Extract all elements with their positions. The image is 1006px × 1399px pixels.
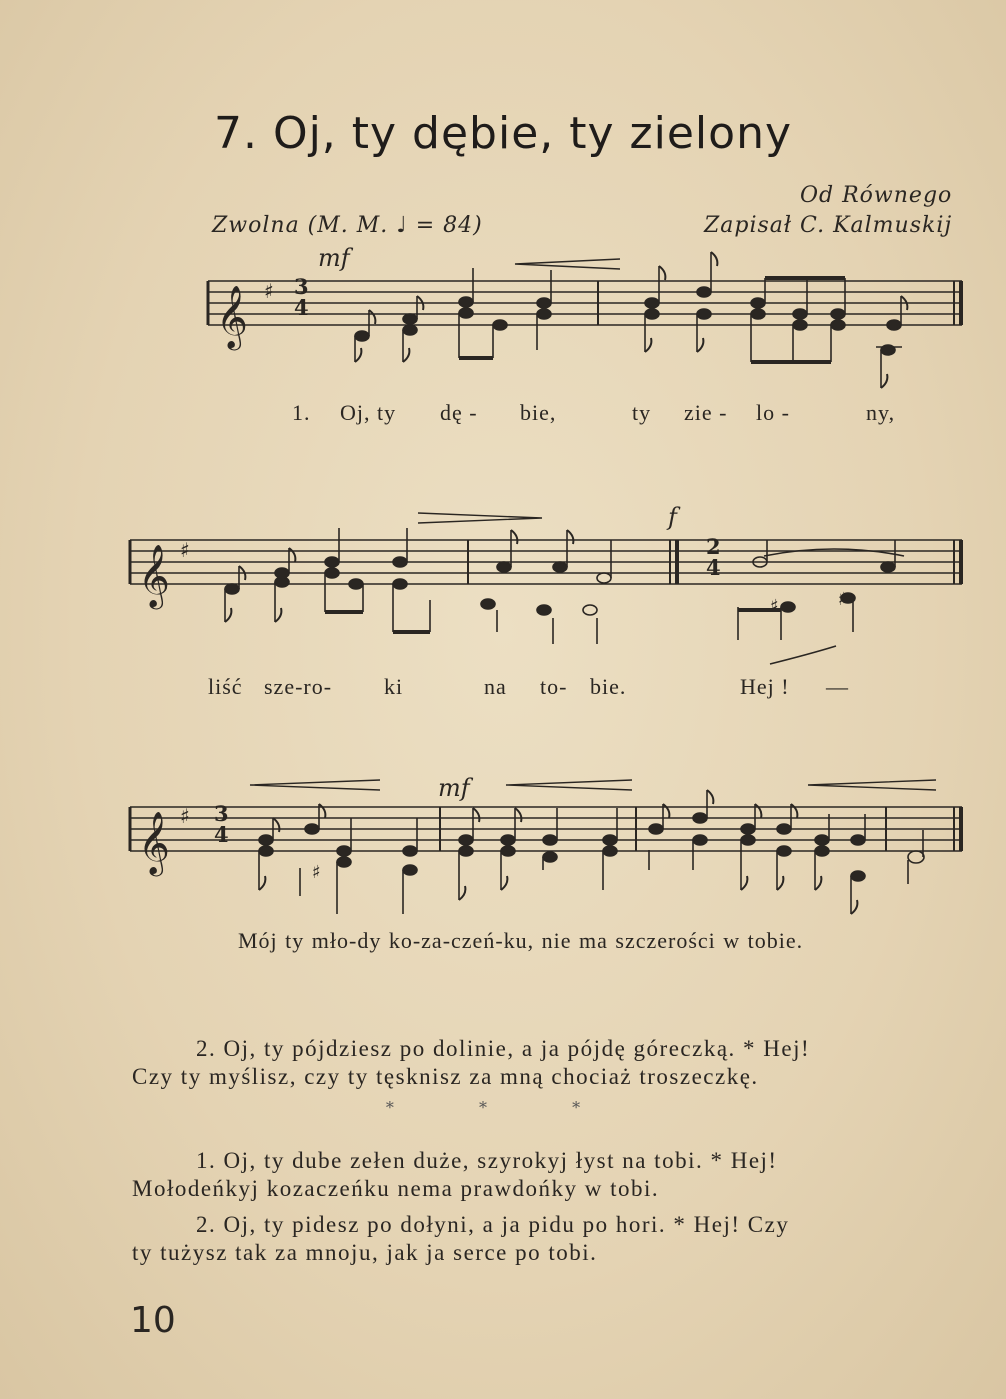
lyric: to- — [540, 674, 568, 699]
lyric: ny, — [866, 400, 896, 425]
lyric: lo - — [756, 400, 790, 425]
dynamic-f: f — [668, 503, 677, 531]
lyric: — — [826, 674, 849, 699]
lyric: sze-ro- — [264, 674, 333, 699]
lyric: bie. — [590, 674, 627, 699]
dynamic-mf-1: mf — [318, 244, 350, 272]
treble-clef-icon: 𝄞 — [138, 811, 170, 874]
dynamic-mf-2: mf — [438, 774, 470, 802]
ukrainian-verse-1-line-1: 1. Oj, ty dube zełen duże, szyrokyj łyst na tobi. * Hej! — [196, 1148, 778, 1173]
lyric: Oj, ty — [340, 400, 397, 425]
verse-2-line-1: 2. Oj, ty pójdziesz po dolinie, a ja pójdę góreczką. * Hej! — [196, 1036, 811, 1061]
lyric: ty — [632, 400, 652, 425]
page-number: 10 — [130, 1300, 176, 1341]
lyric: 1. — [292, 400, 311, 425]
ukrainian-verse-1-line-2: Mołodeńkyj kozaczeńku nema prawdońky w tobi. — [132, 1176, 660, 1201]
recorder-note: Zapisał C. Kalmuskij — [704, 213, 953, 238]
time-signature-bottom: 4 — [214, 822, 229, 847]
lyric: ki — [384, 674, 404, 699]
time-signature-top: 3 — [294, 274, 309, 299]
sharp-icon: ♯ — [770, 596, 779, 617]
lyric: zie - — [684, 400, 728, 425]
song-title: 7. Oj, ty dębie, ty zielony — [213, 108, 792, 159]
quarter-note-icon: ♩ — [396, 213, 408, 238]
sharp-icon: ♯ — [180, 804, 190, 828]
time-signature-bottom: 4 — [706, 555, 721, 580]
section-separator: * * * — [385, 1098, 621, 1117]
tempo-text: Zwolna (M. M. — [212, 213, 389, 238]
time-signature-top: 3 — [214, 801, 229, 826]
sharp-icon: ♯ — [312, 862, 321, 883]
lyric: liść — [208, 674, 243, 699]
sharp-icon: ♯ — [838, 589, 847, 610]
lyric: na — [484, 674, 507, 699]
treble-clef-icon: 𝄞 — [138, 544, 170, 607]
lyric: Hej ! — [740, 674, 790, 699]
treble-clef-icon: 𝄞 — [216, 285, 248, 348]
sharp-icon: ♯ — [264, 279, 274, 303]
lyric-line-3: Mój ty mło-dy ko-za-czeń-ku, nie ma szczerości w tobie. — [238, 928, 804, 953]
time-signature-top: 2 — [706, 534, 721, 559]
time-signature-3 — [214, 803, 229, 845]
ukrainian-verse-2-line-2: ty tużysz tak za mnoju, jak ja serce po tobi. — [132, 1240, 598, 1265]
verse-2-line-2: Czy ty myślisz, czy ty tęsknisz za mną chociaż troszeczkę. — [132, 1064, 759, 1089]
sharp-icon: ♯ — [180, 538, 190, 562]
lyric: dę - — [440, 400, 478, 425]
source-note: Od Równego — [800, 183, 953, 208]
lyric: bie, — [520, 400, 557, 425]
time-signature-bottom: 4 — [294, 295, 309, 320]
ukrainian-verse-2-line-1: 2. Oj, ty pidesz po dołyni, a ja pidu po hori. * Hej! Czy — [196, 1212, 790, 1237]
tempo-value: = 84) — [415, 213, 483, 238]
